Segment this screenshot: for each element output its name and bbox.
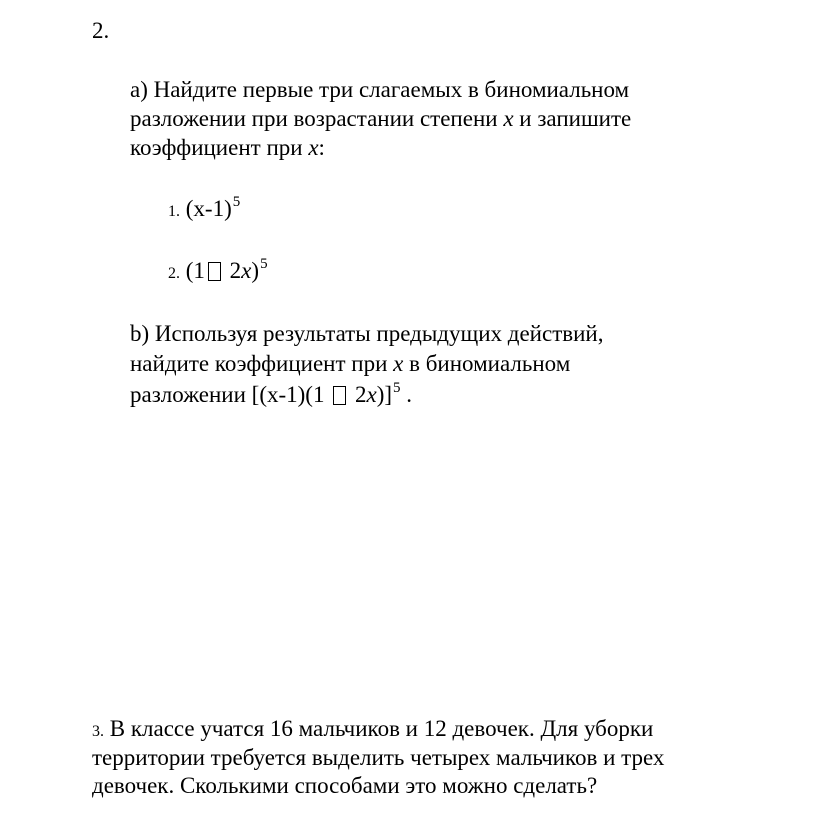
part-a-line-3 [130,134,325,162]
part-a-line-1: a) Найдите первые три слагаемых в биномиальном [130,77,630,102]
expression: (x-1) [185,196,232,221]
list-item-1 [168,195,240,226]
part-b-line-3-start: разложении [(x-1)(1 [130,382,331,407]
part-a-line-2-end: и запишите [513,106,632,131]
problem-2-number: 2. [92,18,110,43]
problem-3-number: 3. [92,723,104,740]
part-b-line-2-end: в биномиальном [403,351,571,376]
exponent: 5 [393,380,401,396]
problem-3-line-2: территории требуется выделить четырех мальчиков и трех [92,745,665,770]
variable-x: x [241,258,252,283]
problem-3-line-3: девочек. Сколькими способами это можно сделать? [92,773,598,798]
exponent: 5 [232,194,241,210]
part-b-line-1: b) Используя результаты предыдущих действий, [130,321,604,346]
part-b-line-2 [130,350,570,378]
variable-x: x [503,106,514,131]
part-b-line-3-end: . [400,382,413,407]
part-b-line-3-close: )] [376,382,393,407]
part-b-line-2-start: найдите коэффициент при [130,351,394,376]
problem-3-line-1 [92,715,653,746]
expression-mid: 2 [223,258,242,283]
problem-3-line-1-text: В классе учатся 16 мальчиков и 12 девочек. Для уборки [104,716,654,741]
part-b-line-3-mid: 2 [349,382,367,407]
list-item-index: 1. [168,203,180,220]
part-a-line-2 [130,105,631,133]
list-item-2 [168,257,268,288]
variable-x: x [393,351,404,376]
missing-glyph-icon [333,386,346,405]
part-a-line-3-end: : [318,135,325,160]
exponent: 5 [260,256,268,272]
expression-open: (1 [185,258,205,283]
variable-x: x [308,135,319,160]
expression-close: ) [251,258,260,283]
part-a-line-2-start: разложении при возрастании степени [130,106,504,131]
missing-glyph-icon [208,262,221,281]
part-b-line-3 [130,381,412,412]
part-a-line-3-start: коэффициент при [130,135,309,160]
list-item-index: 2. [168,265,180,282]
variable-x: x [366,382,377,407]
